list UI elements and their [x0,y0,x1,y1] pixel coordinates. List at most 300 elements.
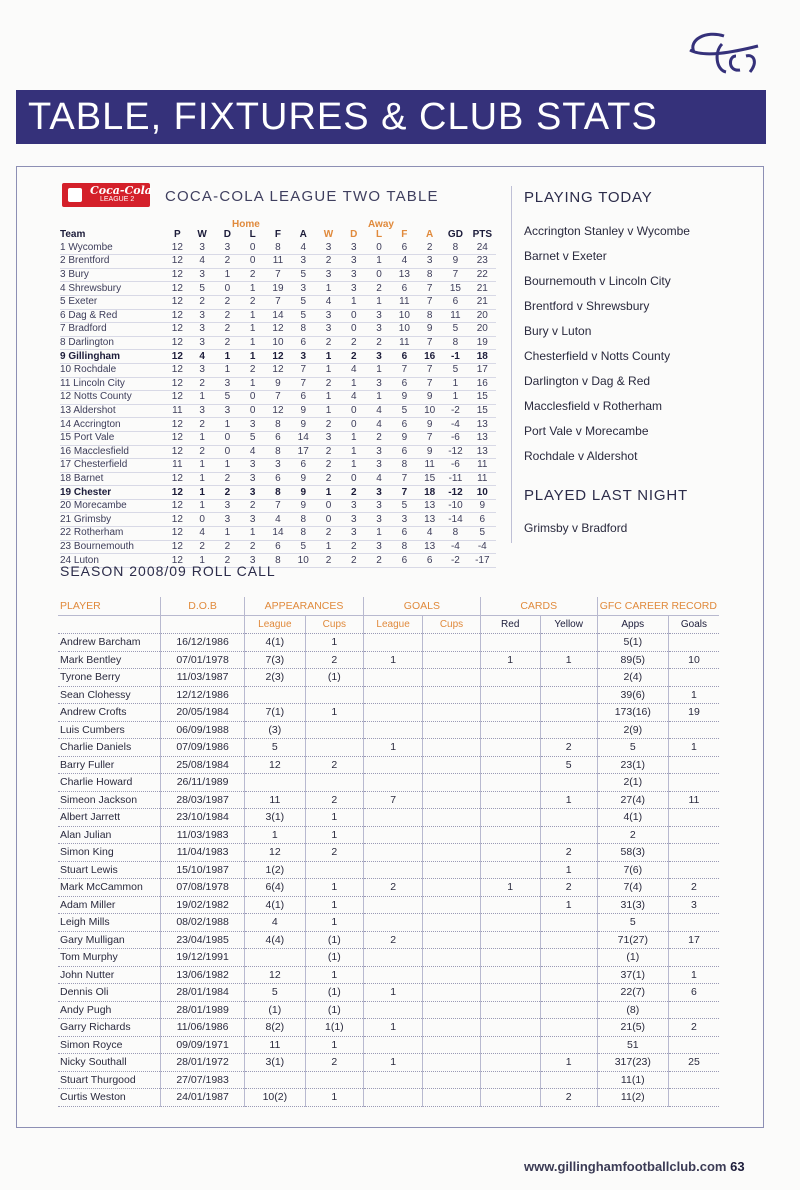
career-apps: 7(4) [597,879,668,897]
stat-cell: 6 [401,241,408,253]
cards-red [480,1071,540,1089]
stat-cell: 1 [224,459,231,471]
stat-cell: 11 [424,459,435,471]
position: 3 [60,269,66,281]
goals-league [364,809,423,827]
career-apps: 23(1) [597,756,668,774]
stat-cell: -2 [450,405,460,417]
team-name: Gillingham [68,350,121,362]
stat-cell: 3 [401,513,408,525]
badge-brand: Coca-Cola [90,184,152,197]
stat-cell: -4 [450,418,460,430]
player-name: Andy Pugh [58,1001,161,1019]
stat-cell: 4 [275,513,281,525]
stat-cell: 2 [325,527,332,539]
app-league: 4(1) [244,634,305,652]
player-name: Curtis Weston [58,1089,161,1107]
stat-cell: 6 [275,432,281,444]
player-name: Sean Clohessy [58,686,161,704]
stat-cell: 2 [351,337,357,349]
stat-cell: 0 [224,282,231,294]
app-league: 7(1) [244,704,305,722]
cards-yellow [540,1001,597,1019]
stat-cell: 1 [199,486,205,498]
stat-cell: 9 [275,377,281,389]
league-row [60,377,496,391]
app-cups: 1 [305,1036,363,1054]
team-cell [60,350,165,364]
goals-cups [423,1036,481,1054]
stat-cell: 3 [351,513,357,525]
stat-cell: 0 [224,445,231,457]
col-home-for: F [274,229,281,241]
league-row [60,431,496,445]
stat-cell: 12 [171,472,183,484]
stat-cell: 3 [199,323,205,335]
stat-cell: 2 [351,350,357,362]
stat-cell: 4 [426,527,433,539]
career-goals [668,634,719,652]
fixture-item: Accrington Stanley v Wycombe [524,224,690,238]
goals-cups [423,861,481,879]
stat-cell: 2 [224,255,231,267]
stat-cell: 2 [224,323,231,335]
sub-cards-red: Red [480,616,540,634]
fixture-item: Barnet v Exeter [524,249,607,263]
team-cell [60,499,165,513]
cards-red [480,1089,540,1107]
cards-yellow [540,634,597,652]
stat-cell: 12 [171,364,183,376]
position: 9 [60,350,66,362]
stat-cell: 7 [426,282,433,294]
stat-cell: 3 [199,269,205,281]
stat-cell: 5 [452,323,459,335]
goals-league: 1 [364,1054,423,1072]
stat-cell: 15 [424,472,436,484]
career-goals: 19 [668,704,719,722]
position: 10 [60,364,72,376]
stat-cell: 3 [249,418,256,430]
career-goals [668,844,719,862]
stat-cell: 1 [376,364,382,376]
stat-cell: 7 [426,364,433,376]
stat-cell: 3 [376,459,382,471]
league-row [60,242,496,255]
goals-cups [423,826,481,844]
stat-cell: 3 [199,337,205,349]
app-cups: 1 [305,966,363,984]
player-name: Mark Bentley [58,651,161,669]
stat-cell: -11 [448,472,463,484]
app-league: 4(4) [244,931,305,949]
cards-red [480,669,540,687]
stat-cell: 3 [199,405,205,417]
stat-cell: 4 [401,255,408,267]
app-league: 11 [244,1036,305,1054]
stat-cell: 6 [275,540,281,552]
roll-call-row [58,826,719,844]
fixture-item: Macclesfield v Rotherham [524,399,663,413]
stat-cell: 0 [351,405,357,417]
stat-cell: 6 [275,472,281,484]
roll-call-row [58,686,719,704]
career-apps: 173(16) [597,704,668,722]
dob: 26/11/1989 [161,774,245,792]
position: 1 [60,241,66,253]
roll-call-row [58,721,719,739]
goals-league: 1 [364,1019,423,1037]
fixture-item: Bury v Luton [524,324,592,338]
goals-cups [423,1054,481,1072]
away-group-label: Away [368,219,394,230]
stat-cell: 1 [199,500,205,512]
cards-yellow: 1 [540,896,597,914]
stat-cell: 7 [401,486,408,498]
team-cell [60,309,165,323]
stat-cell: 1 [199,472,205,484]
app-league: 2(3) [244,669,305,687]
stat-cell: 1 [224,350,231,362]
stat-cell: 4 [376,472,382,484]
stat-cell: 1 [325,486,332,498]
position: 13 [60,405,72,417]
goals-league [364,914,423,932]
app-league: 5 [244,739,305,757]
cards-yellow [540,669,597,687]
stat-cell: 1 [249,337,256,349]
stat-cell: 7 [426,337,433,349]
app-league: 11 [244,791,305,809]
stat-cell: 4 [376,405,382,417]
roll-call-table [58,597,719,1107]
app-cups: 1 [305,879,363,897]
career-apps: 2(1) [597,774,668,792]
stat-cell: 8 [452,241,459,253]
stat-cell: 2 [325,337,332,349]
roll-call-row [58,1071,719,1089]
league-row [60,336,496,350]
stat-cell: 11 [477,459,488,471]
stat-cell: 9 [300,418,307,430]
stat-cell: 1 [249,377,256,389]
stat-cell: 7 [426,432,433,444]
footer [524,1159,745,1174]
goals-league [364,1001,423,1019]
stat-cell: 24 [476,241,488,253]
goals-cups [423,721,481,739]
stat-cell: 5 [224,391,231,403]
goals-league [364,634,423,652]
cards-yellow [540,984,597,1002]
col-away-against: A [426,229,434,241]
roll-call-row [58,949,719,967]
league-row [60,255,496,269]
stat-cell: 12 [171,337,183,349]
dob: 28/01/1984 [161,984,245,1002]
hdr-goals: GOALS [364,597,481,616]
stat-cell: 3 [249,513,256,525]
career-apps: 5 [597,739,668,757]
team-name: Grimsby [73,513,112,525]
team-name: Shrewsbury [68,282,122,294]
stat-cell: 12 [171,309,183,321]
stat-cell: -10 [448,500,463,512]
footer-site-link[interactable]: www.gillinghamfootballclub.com [524,1159,727,1174]
stat-cell: 8 [426,309,433,321]
cards-yellow: 2 [540,879,597,897]
team-name: Chester [73,486,112,498]
playing-today-title: PLAYING TODAY [524,189,653,206]
team-name: Brentford [68,255,110,267]
stat-cell: 12 [171,296,183,308]
team-name: Morecambe [73,500,127,512]
cards-yellow [540,721,597,739]
team-name: Lincoln City [73,377,125,389]
stat-cell: 6 [300,459,307,471]
roll-call-row [58,739,719,757]
stat-cell: 3 [351,282,357,294]
player-name: Adam Miller [58,896,161,914]
position: 11 [60,377,71,389]
stat-cell: 8 [275,445,281,457]
player-name: Tom Murphy [58,949,161,967]
goals-cups [423,914,481,932]
position: 17 [60,459,72,471]
stat-cell: 9 [300,486,307,498]
career-apps: 58(3) [597,844,668,862]
stat-cell: 3 [249,486,256,498]
app-league: 3(1) [244,1054,305,1072]
stat-cell: 2 [249,296,256,308]
stat-cell: 1 [199,554,205,566]
career-goals [668,809,719,827]
goals-league [364,756,423,774]
stat-cell: 0 [325,500,332,512]
career-goals [668,861,719,879]
position: 2 [60,255,66,267]
goals-cups [423,686,481,704]
player-name: Leigh Mills [58,914,161,932]
stat-cell: 3 [325,323,332,335]
stat-cell: 1 [376,527,382,539]
stat-cell: 3 [199,241,205,253]
sub-goals-cups: Cups [423,616,481,634]
cards-yellow [540,704,597,722]
league-emblem-icon [68,188,82,202]
dob: 23/10/1984 [161,809,245,827]
cards-red [480,844,540,862]
stat-cell: 12 [171,391,183,403]
stat-cell: 6 [401,282,408,294]
stat-cell: 2 [224,486,231,498]
position: 7 [60,323,66,335]
goals-league [364,949,423,967]
goals-cups [423,704,481,722]
stat-cell: 3 [426,255,433,267]
stat-cell: 2 [351,554,357,566]
cards-yellow: 2 [540,739,597,757]
stat-cell: 2 [376,554,382,566]
roll-call-row [58,1001,719,1019]
dob: 28/01/1972 [161,1054,245,1072]
stat-cell: 12 [171,527,183,539]
stat-cell: 2 [249,269,256,281]
stat-cell: 12 [171,282,183,294]
stat-cell: 1 [325,282,332,294]
dob: 11/03/1987 [161,669,245,687]
badge-sub: LEAGUE 2 [100,196,135,203]
stat-cell: 6 [401,350,408,362]
stat-cell: 9 [426,418,433,430]
stat-cell: 18 [424,486,436,498]
app-cups [305,861,363,879]
stat-cell: 9 [479,500,486,512]
career-apps: 21(5) [597,1019,668,1037]
team-cell [60,459,165,473]
team-cell [60,242,165,255]
stat-cell: 3 [376,377,382,389]
roll-call-row [58,1089,719,1107]
career-goals [668,774,719,792]
stat-cell: 2 [249,364,256,376]
stat-cell: 4 [325,296,332,308]
career-goals: 25 [668,1054,719,1072]
stat-cell: 8 [300,527,307,539]
stat-cell: 1 [351,445,357,457]
player-name: Albert Jarrett [58,809,161,827]
stat-cell: 6 [479,513,486,525]
stat-cell: 12 [171,432,183,444]
stat-cell: 3 [351,527,357,539]
career-goals: 11 [668,791,719,809]
dob: 07/08/1978 [161,879,245,897]
stat-cell: 1 [376,391,382,403]
goals-cups [423,1089,481,1107]
team-cell [60,418,165,432]
cards-yellow: 5 [540,756,597,774]
stat-cell: 22 [476,269,488,281]
roll-call-row [58,704,719,722]
cards-yellow: 2 [540,844,597,862]
roll-call-row [58,914,719,932]
stat-cell: 12 [171,486,183,498]
stat-cell: 5 [300,269,307,281]
goals-cups [423,879,481,897]
app-cups: 2 [305,1054,363,1072]
sub-cards-yellow: Yellow [540,616,597,634]
stat-cell: 5 [300,309,307,321]
team-cell [60,513,165,527]
cards-yellow: 1 [540,791,597,809]
cards-yellow [540,774,597,792]
player-name: Simon Royce [58,1036,161,1054]
stat-cell: 7 [300,377,307,389]
page-number: 63 [730,1159,745,1174]
stat-cell: 3 [325,241,332,253]
league-table-title: COCA-COLA LEAGUE TWO TABLE [165,188,439,205]
stat-cell: 5 [401,500,408,512]
cards-red: 1 [480,651,540,669]
cards-yellow [540,809,597,827]
cards-red [480,861,540,879]
stat-cell: 11 [399,296,410,308]
roll-call-row [58,931,719,949]
team-name: Rotherham [73,527,124,539]
career-goals [668,669,719,687]
goals-cups [423,966,481,984]
team-cell [60,486,165,500]
stat-cell: 2 [325,418,332,430]
stat-cell: 7 [275,500,281,512]
stat-cell: 5 [199,282,205,294]
cards-red [480,791,540,809]
goals-cups [423,791,481,809]
stat-cell: 0 [351,472,357,484]
col-goal-diff: GD [447,229,463,241]
cards-yellow [540,1036,597,1054]
app-cups: (1) [305,984,363,1002]
career-apps: 2 [597,826,668,844]
stat-cell: 9 [300,405,307,417]
stat-cell: 2 [376,432,382,444]
team-cell [60,540,165,554]
dob: 11/03/1983 [161,826,245,844]
stat-cell: 8 [401,459,408,471]
stat-cell: -6 [450,432,460,444]
stat-cell: 12 [171,269,183,281]
app-league: 5 [244,984,305,1002]
stat-cell: 4 [351,391,357,403]
cards-red [480,774,540,792]
league-row [60,309,496,323]
stat-cell: 1 [325,391,332,403]
stat-cell: 12 [171,513,183,525]
cards-yellow [540,1071,597,1089]
team-cell [60,336,165,350]
stat-cell: 6 [300,391,307,403]
hdr-career-record: GFC CAREER RECORD [597,597,719,616]
stat-cell: 9 [401,432,408,444]
cards-red [480,914,540,932]
team-cell [60,404,165,418]
career-apps: 39(6) [597,686,668,704]
stat-cell: 15 [449,282,461,294]
stat-cell: -17 [475,554,490,566]
career-goals [668,826,719,844]
goals-cups [423,809,481,827]
goals-cups [423,896,481,914]
goals-cups [423,984,481,1002]
stat-cell: 5 [249,432,256,444]
stat-cell: 3 [325,432,332,444]
dob: 19/02/1982 [161,896,245,914]
stat-cell: 8 [275,554,281,566]
stat-cell: 3 [325,269,332,281]
career-apps: 7(6) [597,861,668,879]
player-name: Charlie Howard [58,774,161,792]
dob: 27/07/1983 [161,1071,245,1089]
position: 14 [60,418,72,430]
league-row [60,350,496,364]
player-name: John Nutter [58,966,161,984]
team-name: Bury [68,269,89,281]
app-cups: 2 [305,844,363,862]
league-row [60,527,496,541]
stat-cell: 20 [476,323,488,335]
app-cups: 1 [305,634,363,652]
cards-yellow: 1 [540,861,597,879]
